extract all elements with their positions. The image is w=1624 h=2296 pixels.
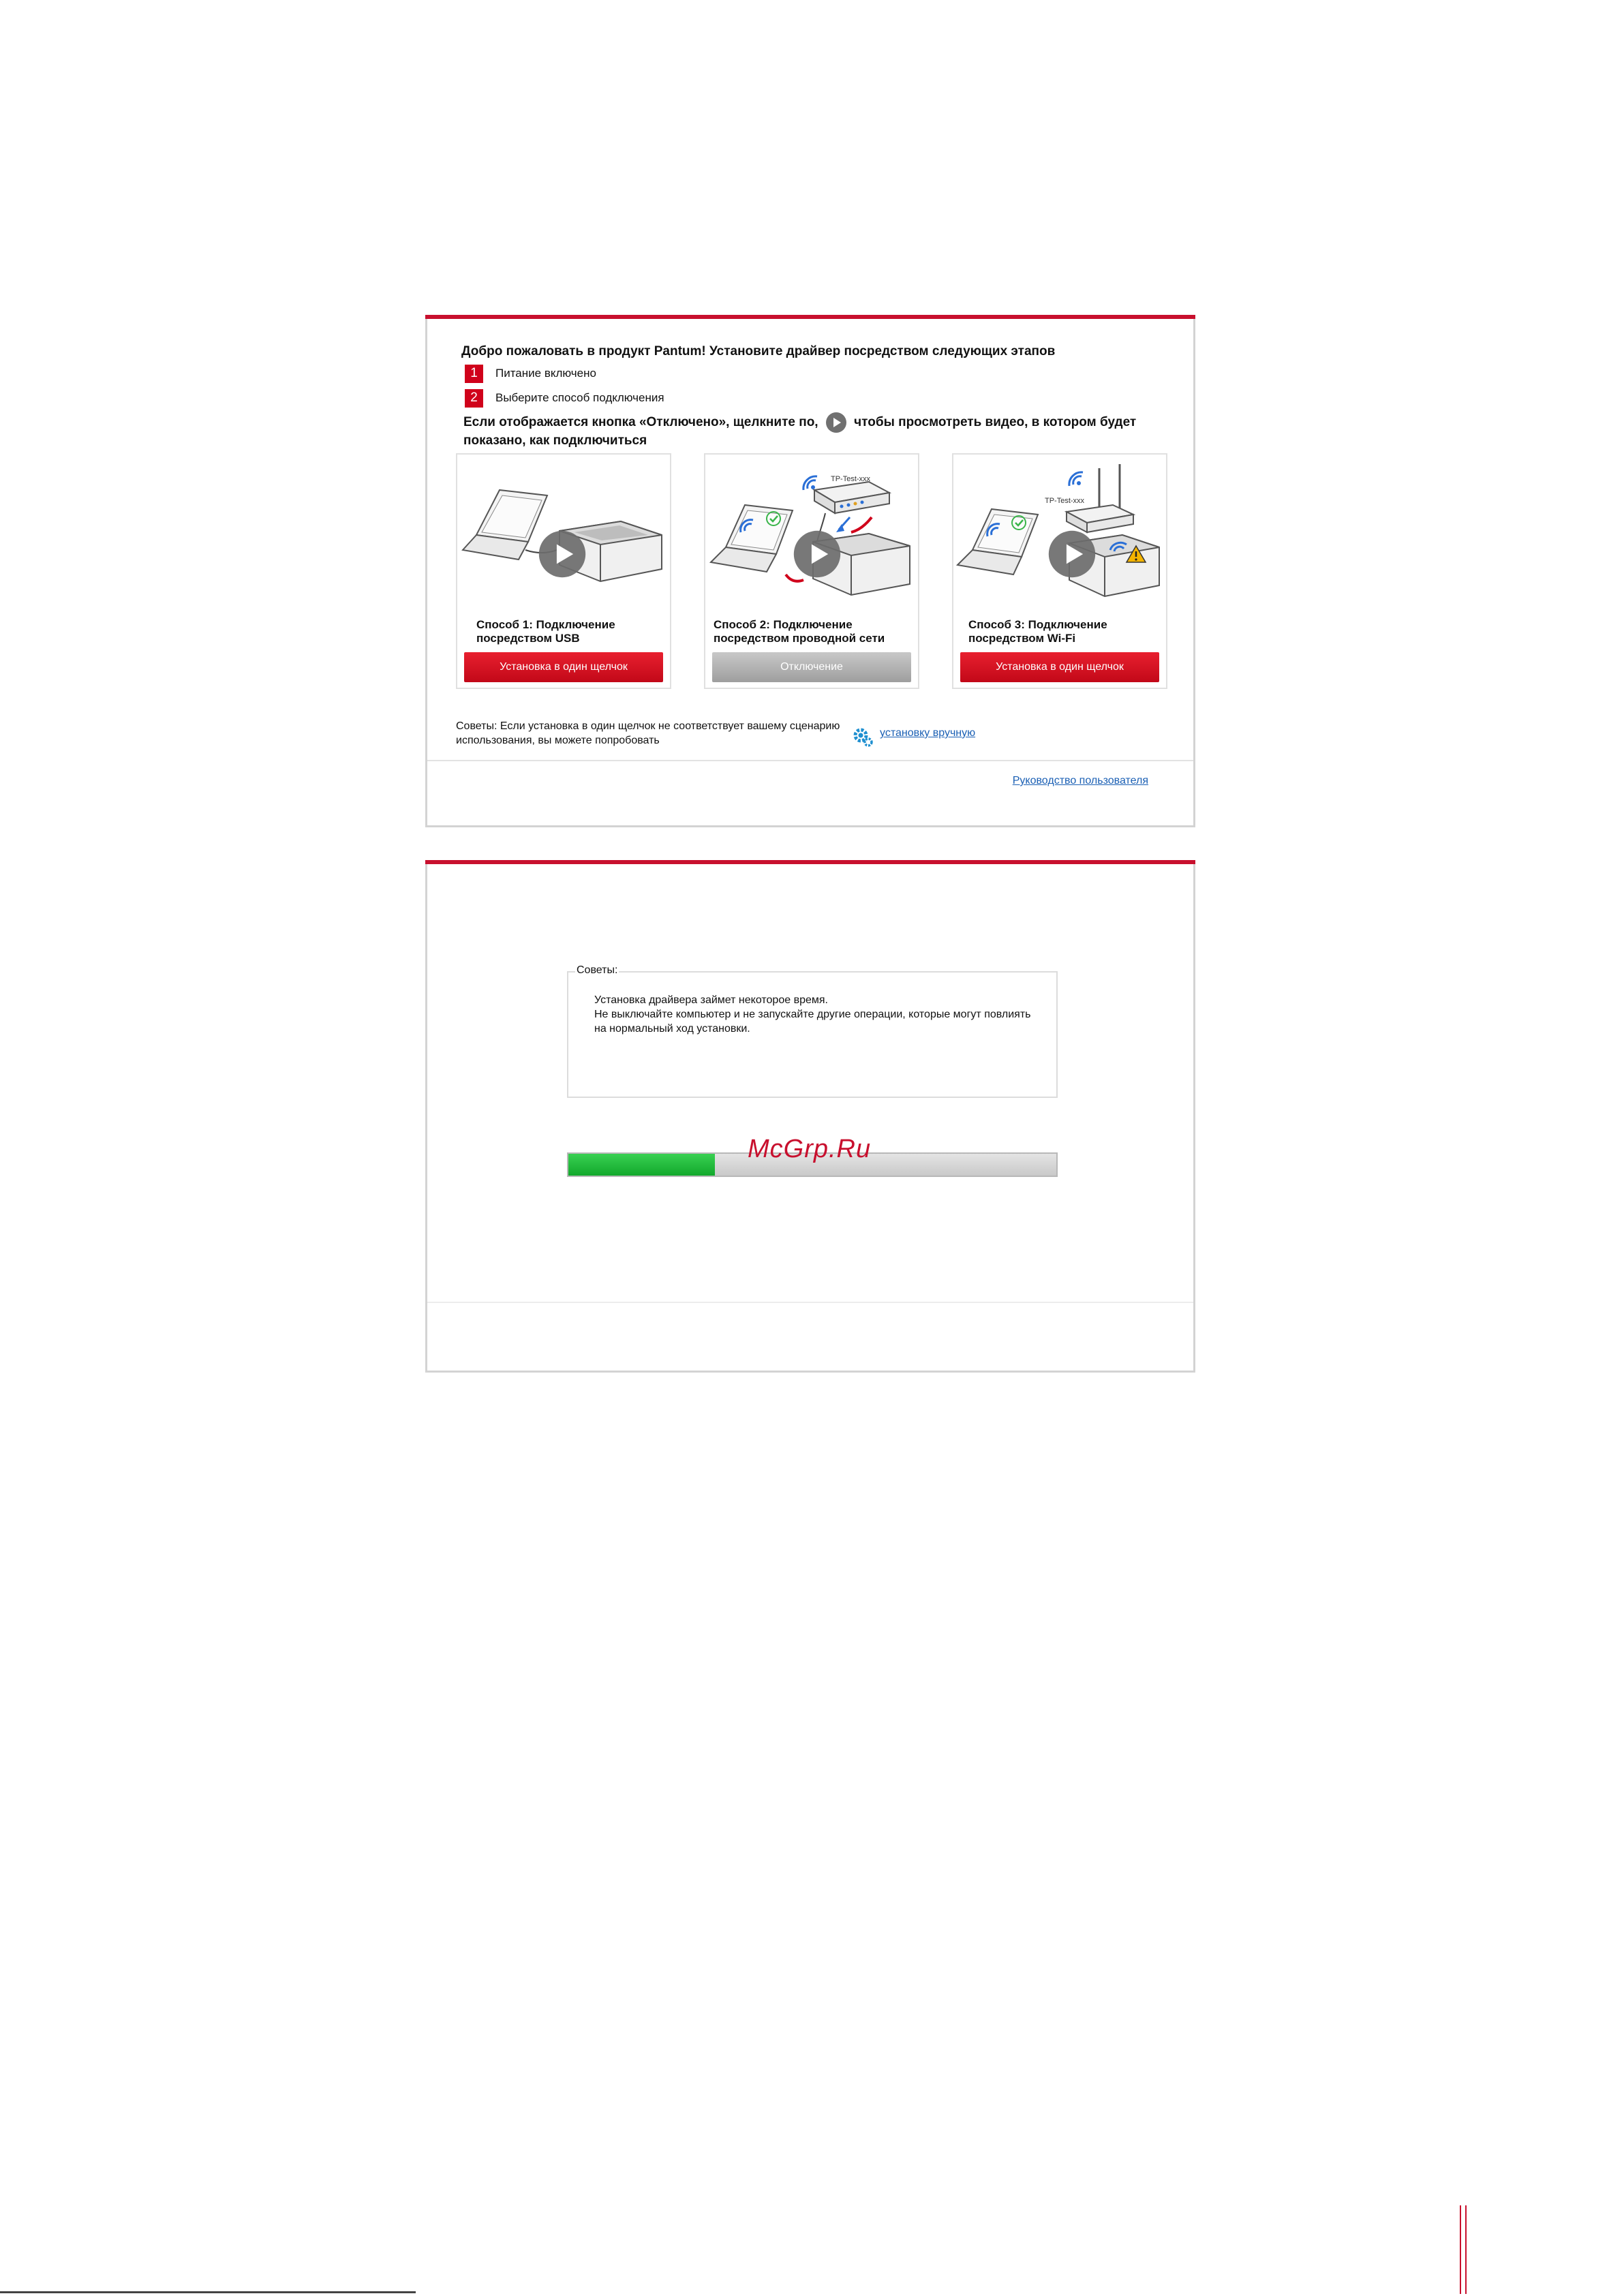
manual-install-link[interactable]: установку вручную	[880, 727, 976, 739]
installer-progress-dialog	[425, 860, 1195, 1373]
tips-line-2: Не выключайте компьютер и не запускайте другие операции, которые могут повлиять на нормальный ход установки.	[594, 1009, 1031, 1035]
tips-legend: Советы:	[577, 964, 618, 976]
page-bottom-line	[0, 2291, 416, 2293]
tips-line-1: Установка драйвера займет некоторое время.	[594, 994, 828, 1006]
connection-card-wired	[704, 453, 919, 689]
method-caption: Способ 3: Подключение посредством Wi-Fi	[968, 618, 1107, 645]
step-number-badge: 1	[465, 365, 483, 383]
connection-card-wifi	[952, 453, 1167, 689]
router-ssid-label: TP-Test-xxx	[831, 475, 871, 483]
step-select-connection	[465, 388, 664, 408]
one-click-install-wifi-button[interactable]: Установка в один щелчок	[960, 652, 1159, 682]
play-video-icon[interactable]	[538, 530, 587, 579]
tips-text: Советы: Если установка в один щелчок не соответствует вашему сценарию использования, вы можете попробовать	[456, 720, 840, 746]
dialog-divider	[427, 760, 1193, 761]
user-guide-link[interactable]: Руководство пользователя	[1012, 775, 1148, 786]
step-power-on	[465, 363, 596, 384]
dialog-divider	[427, 1302, 1193, 1303]
video-hint-text-start: Если отображается кнопка «Отключено», щелкните по,	[463, 415, 818, 430]
disabled-wired-install-button[interactable]: Отключение	[712, 652, 911, 682]
progress-fill	[568, 1154, 715, 1176]
video-hint-text-end: чтобы просмотреть видео, в котором будет показано, как подключиться	[463, 415, 1137, 448]
play-video-icon[interactable]	[793, 530, 842, 579]
tips-body	[594, 993, 1044, 1036]
video-hint	[463, 412, 1172, 448]
play-video-icon[interactable]	[1047, 530, 1097, 579]
play-icon	[826, 412, 846, 433]
one-click-install-usb-button[interactable]: Установка в один щелчок	[464, 652, 663, 682]
watermark-text: McGrp.Ru	[748, 1135, 872, 1163]
step-label: Выберите способ подключения	[495, 391, 664, 404]
method-caption: Способ 2: Подключение посредством проводной сети	[714, 618, 885, 645]
welcome-heading: Добро пожаловать в продукт Pantum! Установите драйвер посредством следующих этапов	[461, 344, 1056, 358]
step-number-badge: 2	[465, 389, 483, 408]
installer-welcome-dialog	[425, 315, 1195, 827]
page-edge-mark	[1460, 2205, 1467, 2294]
connection-card-usb	[456, 453, 671, 689]
router-ssid-label: TP-Test-xxx	[1045, 497, 1085, 505]
method-caption: Способ 1: Подключение посредством USB	[476, 618, 615, 645]
step-label: Питание включено	[495, 367, 596, 380]
tips-group-box	[567, 964, 1058, 1098]
gear-icon[interactable]	[853, 726, 874, 748]
